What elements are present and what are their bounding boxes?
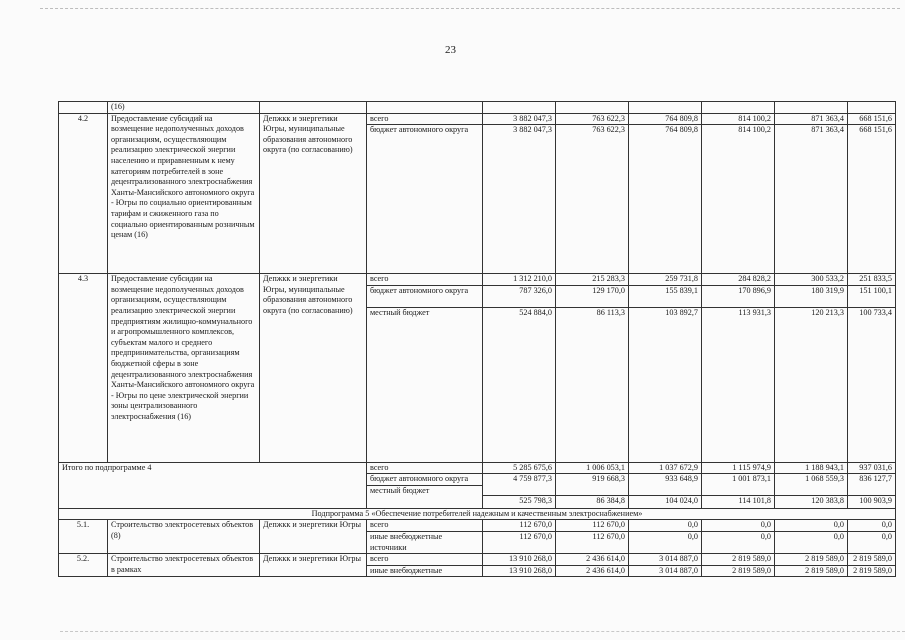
source-label: местный бюджет — [367, 307, 483, 462]
value-cell: 112 670,0 — [556, 520, 629, 532]
value-cell: 764 809,8 — [629, 113, 702, 125]
value-cell: 112 670,0 — [556, 531, 629, 553]
row-executor: Депжкк и энергетики Югры — [260, 520, 367, 554]
source-label: всего — [370, 462, 389, 472]
value-cell: 3 882 047,3 — [483, 125, 556, 274]
value-line: 104 024,0 — [629, 495, 701, 507]
table-row — [59, 520, 896, 532]
row-code: 4.3 — [59, 274, 108, 463]
row-name-fragment: (16) — [108, 102, 260, 114]
value-cell: 113 931,3 — [702, 307, 775, 462]
source-label: всего — [367, 274, 483, 286]
value-cell: 763 622,3 — [556, 113, 629, 125]
source-label: бюджет автономного округа — [367, 285, 483, 307]
value-line: 114 101,8 — [702, 495, 774, 507]
value-cell: 259 731,8 — [629, 274, 702, 286]
value-cell: 3 014 887,0 — [629, 554, 702, 566]
value-line: 1 037 672,9 — [659, 462, 698, 472]
table-row — [59, 274, 896, 286]
source-label: всего — [367, 113, 483, 125]
scan-edge-top — [40, 8, 900, 9]
row-name: Строительство электросетевых объектов (8) — [108, 520, 260, 554]
value-cell: 2 436 614,0 — [556, 565, 629, 577]
value-line: 5 285 675,6 — [513, 462, 552, 472]
value-cell: 764 809,8 — [629, 125, 702, 274]
source-label: всего — [367, 554, 483, 566]
value-cell: 151 100,1 — [848, 285, 896, 307]
value-cell: 814 100,2 — [702, 113, 775, 125]
table-row-section — [59, 508, 896, 520]
source-label: бюджет автономного округа — [367, 473, 482, 485]
value-line: 525 798,3 — [483, 495, 555, 507]
row-executor: Депжкк и энергетики Югры — [260, 554, 367, 577]
value-cell: 3 882 047,3 — [483, 113, 556, 125]
row-name: Предоставление субсидии на возмещение недополученных доходов организациям, осуществляющим реализацию электрической энергии предприятиям жилищно-коммунального и агропромышленного комплексов, субъектам малого и среднего предпринимательства, организациям бюджетной сферы в зоне децентрализованного электроснабжения Ханты-Мансийского автономного округа - Югры по цене электрической энергии зоны централизованного электроснабжения (16) — [108, 274, 260, 463]
source-label: иные внебюджетные — [367, 565, 483, 577]
value-cell: 2 819 589,0 — [848, 565, 896, 577]
value-line: 933 648,9 — [629, 473, 701, 495]
value-cell: 814 100,2 — [702, 125, 775, 274]
value-cell: 0,0 — [848, 520, 896, 532]
source-label: бюджет автономного округа — [367, 125, 483, 274]
value-cell: 871 363,4 — [775, 113, 848, 125]
value-cell: 284 828,2 — [702, 274, 775, 286]
table-row-total — [59, 462, 896, 508]
value-cell: 524 884,0 — [483, 307, 556, 462]
value-cell: 13 910 268,0 — [483, 565, 556, 577]
value-cell — [483, 462, 556, 508]
value-cell: 300 533,2 — [775, 274, 848, 286]
value-cell: 0,0 — [775, 531, 848, 553]
value-line: 1 001 873,1 — [702, 473, 774, 495]
value-cell: 668 151,6 — [848, 113, 896, 125]
row-executor: Депжкк и энергетики Югры, муниципальные образования автономного округа (по согласованию) — [260, 113, 367, 274]
source-label: всего — [367, 520, 483, 532]
value-line: 1 115 974,9 — [732, 462, 771, 472]
value-cell: 120 213,3 — [775, 307, 848, 462]
value-cell: 251 833,5 — [848, 274, 896, 286]
table-row — [59, 102, 896, 114]
value-cell — [702, 462, 775, 508]
value-cell: 2 819 589,0 — [775, 565, 848, 577]
value-cell: 668 151,6 — [848, 125, 896, 274]
value-cell: 180 319,9 — [775, 285, 848, 307]
scan-edge-bottom — [60, 631, 905, 632]
source-label: местный бюджет — [367, 485, 482, 497]
value-cell — [629, 462, 702, 508]
row-name: Строительство электросетевых объектов в рамках — [108, 554, 260, 577]
value-cell: 215 283,3 — [556, 274, 629, 286]
value-line: 919 668,3 — [556, 473, 628, 495]
value-cell: 0,0 — [775, 520, 848, 532]
value-cell — [556, 462, 629, 508]
subprogram-header: Подпрограмма 5 «Обеспечение потребителей надежным и качественным электроснабжением» — [59, 508, 896, 520]
value-line: 836 127,7 — [848, 473, 895, 495]
value-cell: 103 892,7 — [629, 307, 702, 462]
value-cell: 155 839,1 — [629, 285, 702, 307]
value-line: 1 006 053,1 — [586, 462, 625, 472]
value-cell: 2 819 589,0 — [702, 554, 775, 566]
value-cell — [848, 462, 896, 508]
budget-table — [58, 101, 896, 577]
value-line: 120 383,8 — [775, 495, 847, 507]
value-line: 1 068 559,3 — [775, 473, 847, 495]
value-cell — [775, 462, 848, 508]
table-row — [59, 113, 896, 125]
value-cell: 86 113,3 — [556, 307, 629, 462]
value-cell: 112 670,0 — [483, 520, 556, 532]
value-cell: 13 910 268,0 — [483, 554, 556, 566]
value-cell: 1 312 210,0 — [483, 274, 556, 286]
value-cell: 0,0 — [848, 531, 896, 553]
value-cell: 2 819 589,0 — [775, 554, 848, 566]
value-cell: 3 014 887,0 — [629, 565, 702, 577]
row-code: 5.2. — [59, 554, 108, 577]
value-cell: 787 326,0 — [483, 285, 556, 307]
value-cell: 0,0 — [702, 531, 775, 553]
value-cell: 0,0 — [629, 520, 702, 532]
row-code: 4.2 — [59, 113, 108, 274]
source-label: иные внебюджетные источники — [367, 531, 483, 553]
value-cell: 0,0 — [702, 520, 775, 532]
value-line: 86 384,8 — [556, 495, 628, 507]
value-cell: 2 819 589,0 — [848, 554, 896, 566]
table-row — [59, 554, 896, 566]
row-executor: Депжкк и энергетики Югры, муниципальные образования автономного округа (по согласованию) — [260, 274, 367, 463]
value-cell: 129 170,0 — [556, 285, 629, 307]
total-label: Итого по подпрограмме 4 — [59, 462, 367, 508]
value-line: 937 031,6 — [859, 462, 892, 472]
row-code: 5.1. — [59, 520, 108, 554]
value-cell: 2 819 589,0 — [702, 565, 775, 577]
value-cell: 0,0 — [629, 531, 702, 553]
page-number: 23 — [445, 44, 456, 56]
total-sources — [367, 462, 483, 508]
value-line: 4 759 877,3 — [483, 473, 555, 495]
value-cell: 112 670,0 — [483, 531, 556, 553]
row-name: Предоставление субсидий на возмещение недополученных доходов организациям, осуществляющим реализацию электрической энергии населению и приравненным к нему категориям потребителей в зоне децентрализованного электроснабжения Ханты-Мансийского автономного округа - Югры по социально ориентированным тарифам и сжиженного газа по социально ориентированным розничным ценам (16) — [108, 113, 260, 274]
value-cell: 2 436 614,0 — [556, 554, 629, 566]
value-cell: 170 896,9 — [702, 285, 775, 307]
value-cell: 871 363,4 — [775, 125, 848, 274]
value-line: 1 188 943,1 — [805, 462, 844, 472]
value-cell: 763 622,3 — [556, 125, 629, 274]
value-cell: 100 733,4 — [848, 307, 896, 462]
value-line: 100 903,9 — [848, 495, 895, 507]
